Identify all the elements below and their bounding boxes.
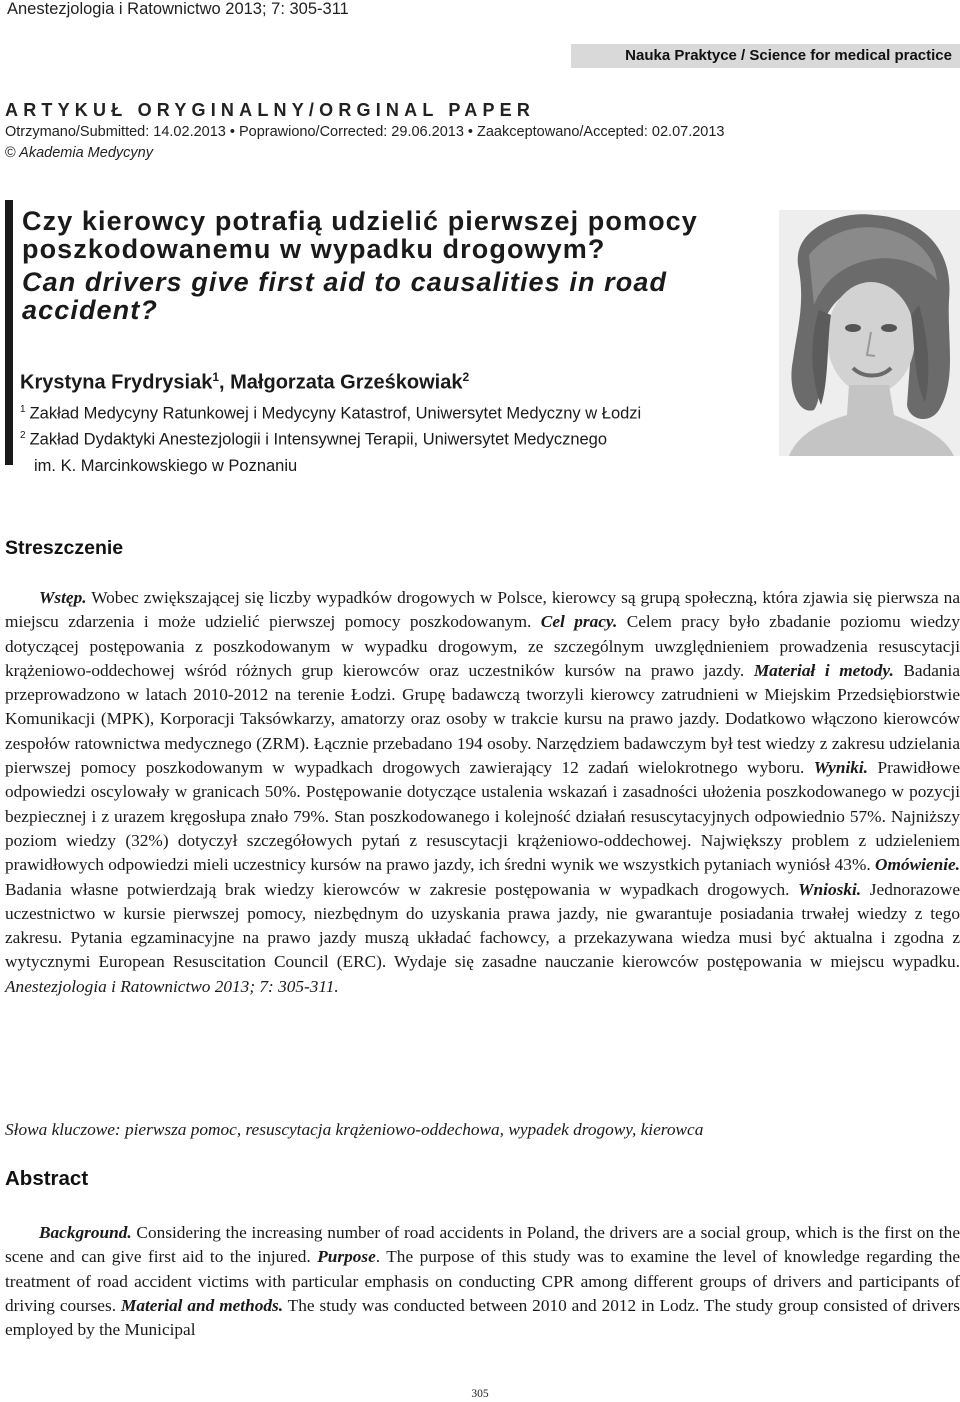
- affiliation-1-text: Zakład Medycyny Ratunkowej i Medycyny Katastrof, Uniwersytet Medyczny w Łodzi: [29, 404, 642, 423]
- author-1-affiliation-mark: 1: [212, 370, 220, 384]
- text-background: Considering the increasing number of road accidents in Poland, the drivers are a social group, which is the first on the scene and can give first aid to the injured.: [5, 1223, 960, 1267]
- label-material-methods: Material and methods.: [120, 1295, 284, 1315]
- affiliation-2-text-cont: im. K. Marcinkowskiego w Poznaniu: [34, 456, 298, 475]
- text-material-methods: The study was conducted between 2010 and 2012 in Lodz. The study group consisted of drivers employed by the Municipal: [5, 1295, 960, 1340]
- text-wstep: Wobec zwiększającej się liczby wypadków drogowych w Polsce, kierowcy są grupą społeczną, która zjawia się pierwsza na miejscu zdarzenia i może udzielić pierwszej pomocy poszkodowanym.: [5, 588, 960, 632]
- affiliation-2-text: Zakład Dydaktyki Anestezjologii i Intensywnej Terapii, Uniwersytet Medycznego: [29, 430, 608, 449]
- author-list: [20, 370, 469, 395]
- abstract-polish: [5, 586, 960, 999]
- abstract-english: [5, 1221, 960, 1342]
- label-wnioski: Wnioski.: [798, 879, 862, 899]
- author-2-affiliation-mark: 2: [462, 370, 470, 384]
- text-omowienie: Badania własne potwierdzają brak wiedzy kierowców w zakresie postępowania w wypadkach drogowych.: [5, 879, 799, 899]
- text-purpose: . The purpose of this study was to examine the level of knowledge regarding the treatment of road accident victims with particular emphasis on conducting CPR among different groups of drivers and participants of driving courses.: [5, 1247, 960, 1315]
- title-accent-bar: [5, 200, 13, 465]
- keywords: Słowa kluczowe: pierwsza pomoc, resuscytacja krążeniowo-oddechowa, wypadek drogowy, kierowca: [5, 1120, 704, 1139]
- page-number: 305: [471, 1388, 489, 1400]
- section-banner: [571, 44, 960, 68]
- article-type: ARTYKUŁ ORYGINALNY/ORGINAL PAPER: [5, 100, 536, 120]
- abstract-heading: Abstract: [5, 1167, 89, 1190]
- label-purpose: Purpose: [317, 1247, 376, 1267]
- streszczenie-heading: Streszczenie: [5, 537, 124, 559]
- label-background: Background.: [39, 1223, 132, 1242]
- journal-reference: Anestezjologia i Ratownictwo 2013; 7: 305-311: [7, 0, 349, 18]
- affiliation-1-mark: 1: [20, 404, 26, 415]
- label-cel: Cel pracy.: [540, 612, 618, 632]
- text-wnioski: Jednorazowe uczestnictwo w kursie pierwszej pomocy, niezbędnym do uzyskania prawa jazdy, nie gwarantuje posiadania trwałej wiedzy z tego zakresu. Pytania egzaminacyjne na prawo jazdy muszą układać fachowcy, a przekazywana wiedza musi być aktualna i zgodna z wytycznymi European Resuscitation Council (ERC). Wydaje się zasadne nauczanie kierowców postępowania w miejscu wypadku.: [5, 879, 960, 972]
- author-separator: ,: [219, 371, 231, 394]
- submission-dates: Otrzymano/Submitted: 14.02.2013 • Poprawiono/Corrected: 29.06.2013 • Zaakceptowano/Accepted: 02.07.2013: [5, 124, 725, 140]
- citation: Anestezjologia i Ratownictwo 2013; 7: 305-311.: [5, 976, 339, 996]
- label-wyniki: Wyniki.: [813, 758, 869, 778]
- affiliation-2-mark: 2: [20, 430, 26, 441]
- text-wyniki: Prawidłowe odpowiedzi oscylowały w granicach 50%. Postępowanie dotyczące ustalenia wskazań i zasadności ułożenia poszkodowanego w pozycji bezpiecznej i z urazem kręgosłupa znało 79%. Stan poszkodowanego i kolejność działań resuscytacyjnych odpowiednio 57%. Najniższy poziom wiedzy (32%) dotyczył szczegółowych pytań z resuscytacji krążeniowo-oddechowej. Największy problem z udzieleniem prawidłowych odpowiedzi mieli uczestnicy kursów na prawo jazdy, ich średni wynik we wszystkich pytaniach wyniósł 43%.: [5, 758, 960, 875]
- label-material: Materiał i metody.: [753, 660, 894, 680]
- affiliation-2: [20, 423, 740, 479]
- text-material: Badania przeprowadzono w latach 2010-2012 na terenie Łodzi. Grupę badawczą tworzyli kierowcy zatrudnieni w Miejskim Przedsiębiorstwie Komunikacji (MPK), Korporacji Taksówkarzy, amatorzy oraz osoby w trakcie kursu na prawo jazdy. Dodatkowo włączono kierowców zespołów ratownictwa medycznego (ZRM). Łącznie przebadano 194 osoby. Narzędziem badawczym był test wiedzy z zakresu udzielania pierwszej pomocy poszkodowanym w wypadkach drogowych zawierający 12 zadań wielokrotnego wyboru.: [5, 660, 960, 778]
- author-photo: [779, 210, 960, 456]
- portrait-image: [779, 210, 960, 456]
- title-english: Can drivers give first aid to causalities in road accident?: [22, 267, 668, 325]
- section-label: Nauka Praktyce / Science for medical practice: [625, 47, 952, 64]
- label-omowienie: Omówienie.: [875, 855, 960, 875]
- title-polish: Czy kierowcy potrafią udzielić pierwszej pomocy poszkodowanemu w wypadku drogowym?: [22, 206, 698, 264]
- author-1: Krystyna Frydrysiak: [20, 371, 213, 394]
- author-2: Małgorzata Grześkowiak: [230, 371, 463, 394]
- copyright-holder: Akademia Medycyny: [15, 145, 153, 161]
- text-cel: Celem pracy było zbadanie poziomu wiedzy dotyczącej postępowania z poszkodowanym w wypadku drogowym, ze szczególnym uwzględnieniem prowadzenia resuscytacji krążeniowo-oddechowej wśród różnych grup kierowców oraz uczestników kursów na prawo jazdy.: [5, 612, 960, 680]
- copyright-symbol: ©: [5, 145, 16, 161]
- copyright-line: [5, 145, 153, 161]
- label-wstep: Wstęp.: [39, 588, 87, 607]
